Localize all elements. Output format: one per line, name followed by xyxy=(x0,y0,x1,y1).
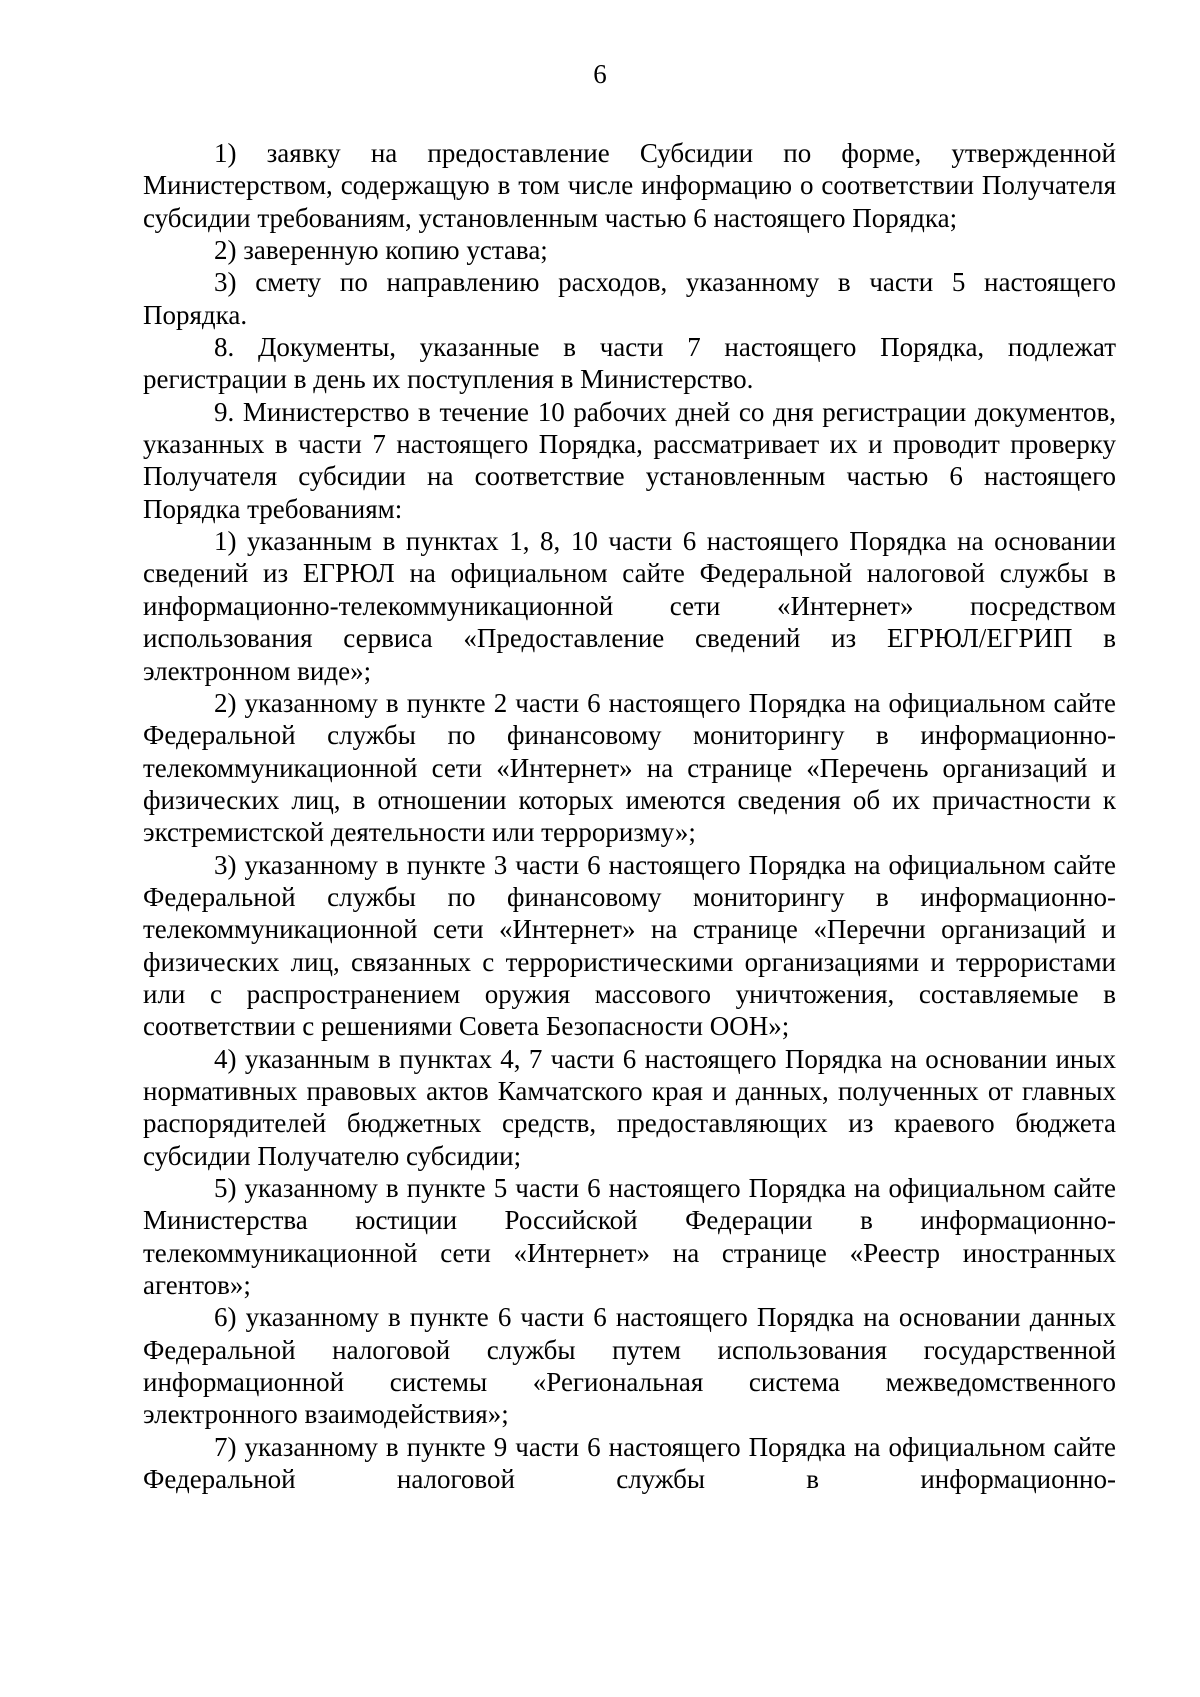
paragraph-check-6-interagency-system: 6) указанному в пункте 6 части 6 настоящего Порядка на основании данных Федеральной налоговой службы путем использования государственной информационной системы «Региональная система межведомственного электронного взаимодействия»; xyxy=(143,1302,1116,1430)
paragraph-check-5-foreign-agents: 5) указанному в пункте 5 части 6 настоящего Порядка на официальном сайте Министерства юстиции Российской Федерации в информационно-телекоммуникационной сети «Интернет» на странице «Реестр иностранных агентов»; xyxy=(143,1173,1116,1301)
paragraph-item-3-estimate: 3) смету по направлению расходов, указанному в части 5 настоящего Порядка. xyxy=(143,267,1116,330)
paragraph-section-8: 8. Документы, указанные в части 7 настоящего Порядка, подлежат регистрации в день их поступления в Министерство. xyxy=(143,332,1116,395)
paragraph-check-7-tax-service: 7) указанному в пункте 9 части 6 настоящего Порядка на официальном сайте Федеральной налоговой службы в информационно- xyxy=(143,1431,1116,1495)
paragraph-check-2-extremism-list: 2) указанному в пункте 2 части 6 настоящего Порядка на официальном сайте Федеральной службы по финансовому мониторингу в информационно-телекоммуникационной сети «Интернет» на странице «Перечень организаций и физических лиц, в отношении которых имеются сведения об их причастности к экстремистской деятельности или терроризму»; xyxy=(143,687,1116,848)
paragraph-check-4-regional-acts: 4) указанным в пунктах 4, 7 части 6 настоящего Порядка на основании иных нормативных правовых актов Камчатского края и данных, полученных от главных распорядителей бюджетных средств, предоставляющих из краевого бюджета субсидии Получателю субсидии; xyxy=(143,1043,1116,1171)
paragraph-check-3-terrorism-list: 3) указанному в пункте 3 части 6 настоящего Порядка на официальном сайте Федеральной службы по финансовому мониторингу в информационно-телекоммуникационной сети «Интернет» на странице «Перечни организаций и физических лиц, связанных с террористическими организациями и террористами или с распространением оружия массового уничтожения, составляемые в соответствии с решениями Совета Безопасности ООН»; xyxy=(143,849,1116,1042)
paragraph-check-1-egrul: 1) указанным в пунктах 1, 8, 10 части 6 настоящего Порядка на основании сведений из ЕГРЮЛ на официальном сайте Федеральной налоговой службы в информационно-телекоммуникационной сети «Интернет» посредством использования сервиса «Предоставление сведений из ЕГРЮЛ/ЕГРИП в электронном виде»; xyxy=(143,526,1116,686)
paragraph-section-9: 9. Министерство в течение 10 рабочих дней со дня регистрации документов, указанных в части 7 настоящего Порядка, рассматривает их и проводит проверку Получателя субсидии на соответствие установленным частью 6 настоящего Порядка требованиям: xyxy=(143,396,1116,524)
paragraph-item-1-application: 1) заявку на предоставление Субсидии по форме, утвержденной Министерством, содержащую в том числе информацию о соответствии Получателя субсидии требованиям, установленным частью 6 настоящего Порядка; xyxy=(143,138,1116,233)
page-number: 6 xyxy=(593,59,607,89)
paragraph-item-2-charter-copy: 2) заверенную копию устава; xyxy=(214,235,548,266)
document-body xyxy=(143,137,1116,1495)
